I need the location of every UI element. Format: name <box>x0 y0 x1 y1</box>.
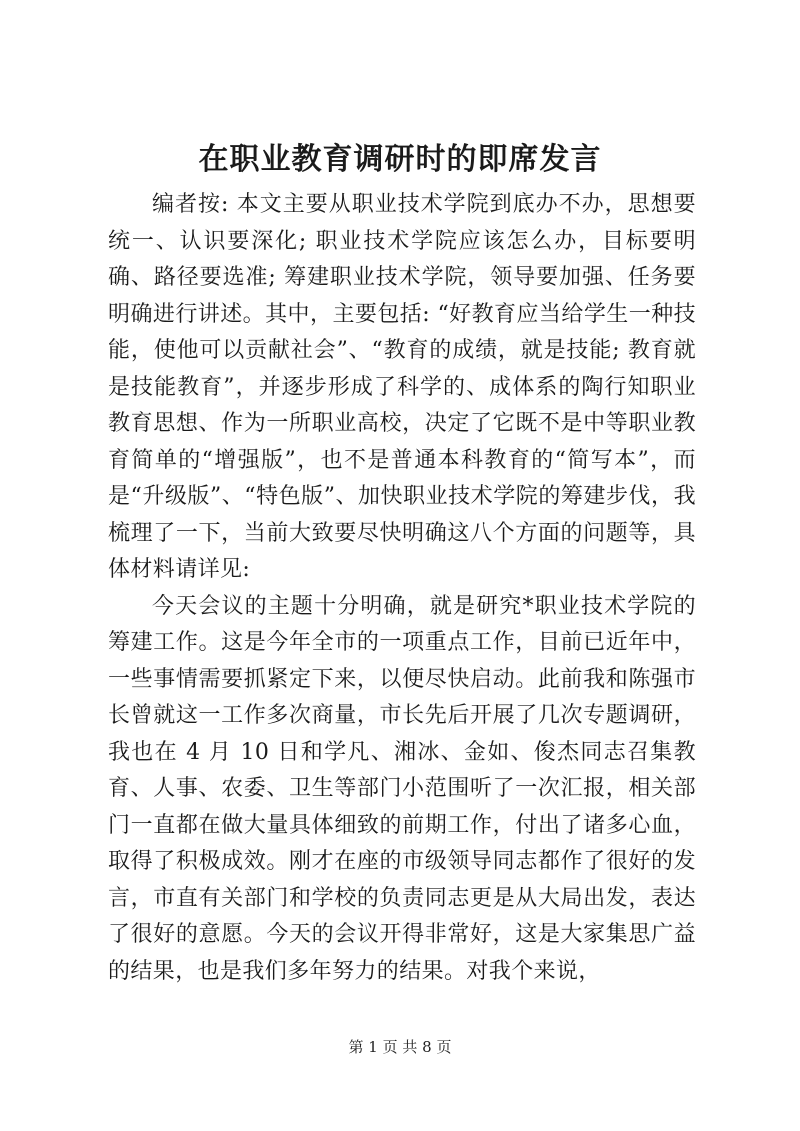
page-number-footer: 第 1 页 共 8 页 <box>348 1038 452 1056</box>
page-title: 在职业教育调研时的即席发言 <box>198 142 602 177</box>
speech-paragraph: 今天会议的主题十分明确，就是研究*职业技术学院的筹建工作。这是今年全市的一项重点工作，目前已近年中，一些事情需要抓紧定下来，以便尽快启动。此前我和陈强市长曾就这一工作多次商量，市长先后开展了几次专题调研，我也在 4 月 10 日和学凡、湘冰、金如、俊杰同志召集教育、人事、农委、卫生等部门小范围听了一次汇报，相关部门一直都在做大量具体细致的前期工作，付出了诸多心血，取得了积极成效。刚才在座的市级领导同志都作了很好的发言，市直有关部门和学校的负责同志更是从大局出发，表达了很好的意愿。今天的会议开得非常好，这是大家集思广益的结果，也是我们多年努力的结果。对我个来说， <box>108 593 696 984</box>
editor-note-paragraph: 编者按: 本文主要从职业技术学院到底办不办，思想要统一、认识要深化; 职业技术学院应该怎么办，目标要明确、路径要选准; 筹建职业技术学院，领导要加强、任务要明确进行讲述。其中，主要包括: “好教育应当给学生一种技能，使他可以贡献社会”、“教育的成绩，就是技能; 教育就是技能教育”，并逐步形成了科学的、成体系的陶行知职业教育思想、作为一所职业高校，决定了它既不是中等职业教育简单的“增强版”，也不是普通本科教育的“简写本”，而是“升级版”、“特色版”、加快职业技术学院的筹建步伐，我梳理了一下，当前大致要尽快明确这八个方面的问题等，具体材料请详见: <box>108 192 696 582</box>
document-body <box>108 187 696 990</box>
